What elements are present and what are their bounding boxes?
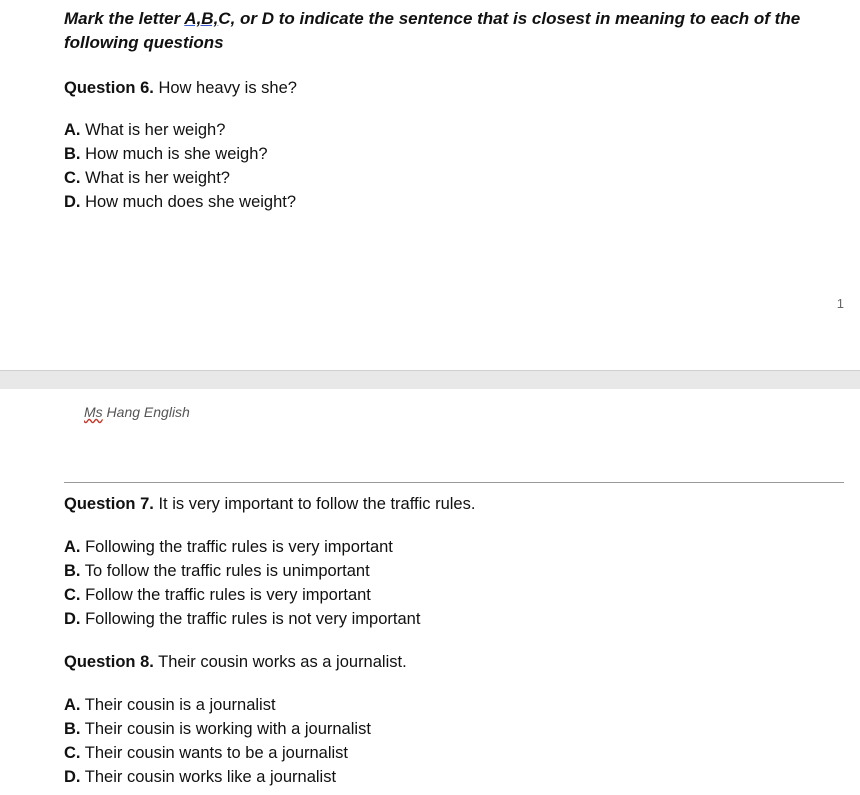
page-divider — [0, 370, 860, 371]
header-rule — [64, 482, 844, 483]
option-b: B. Their cousin is working with a journalist — [64, 720, 371, 738]
question-8 — [64, 651, 407, 673]
question-text: Their cousin works as a journalist. — [153, 653, 407, 671]
instruction-text: Mark the letter A,B,C, or D to indicate the sentence that is closest in meaning to each of the following questions — [64, 9, 801, 52]
page-1 — [0, 0, 860, 370]
option-a: A. Following the traffic rules is very important — [64, 538, 393, 556]
question-label: Question 7. — [64, 495, 154, 513]
option-a: A. What is her weigh? — [64, 121, 226, 139]
page-header: Ms Hang English — [84, 404, 190, 420]
option-d: D. Following the traffic rules is not very important — [64, 610, 421, 628]
question-label: Question 8. — [64, 653, 154, 671]
option-b: B. To follow the traffic rules is unimportant — [64, 562, 370, 580]
option-c: C. What is her weight? — [64, 169, 230, 187]
question-6 — [64, 77, 297, 99]
page-2 — [0, 389, 860, 795]
option-c: C. Follow the traffic rules is very important — [64, 586, 371, 604]
question-text: How heavy is she? — [153, 79, 297, 97]
option-d: D. Their cousin works like a journalist — [64, 768, 337, 786]
page-number: 1 — [836, 296, 844, 311]
question-7 — [64, 493, 475, 515]
option-c: C. Their cousin wants to be a journalist — [64, 744, 349, 762]
question-text: It is very important to follow the traffic rules. — [153, 495, 476, 513]
option-b: B. How much is she weigh? — [64, 145, 268, 163]
question-label: Question 6. — [64, 79, 154, 97]
option-a: A. Their cousin is a journalist — [64, 696, 276, 714]
option-d: D. How much does she weight? — [64, 193, 297, 211]
